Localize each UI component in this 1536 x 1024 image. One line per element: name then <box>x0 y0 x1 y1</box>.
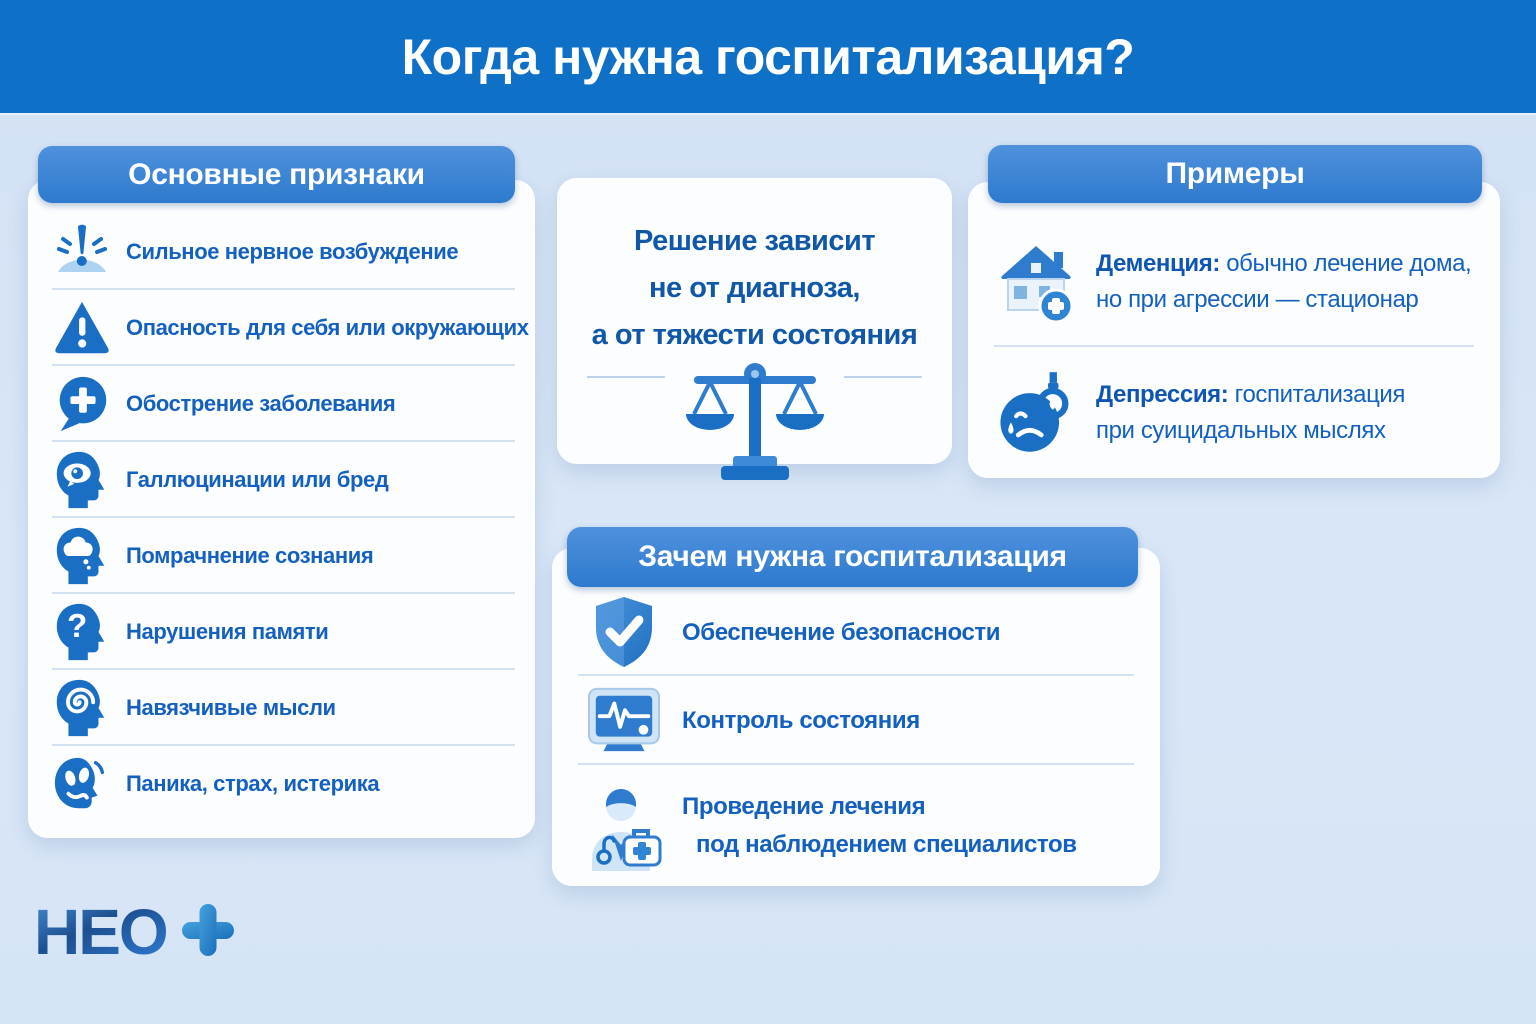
depression-icon <box>990 368 1082 458</box>
divider-line <box>587 376 665 378</box>
example-line: обычно лечение дома, <box>1226 249 1472 277</box>
example-text <box>1096 377 1405 449</box>
sign-label: Навязчивые мысли <box>126 695 336 720</box>
purpose-line: под наблюдением специалистов <box>696 830 1077 858</box>
example-line: при суицидальных мыслях <box>1096 416 1386 444</box>
sign-label: Паника, страх, истерика <box>126 771 380 796</box>
excitement-icon <box>50 220 114 284</box>
doctor-icon <box>582 784 666 868</box>
examples-panel-card <box>968 182 1500 478</box>
sign-row <box>28 366 535 442</box>
sign-label: Нарушения памяти <box>126 619 329 644</box>
sign-row <box>28 746 535 822</box>
page-header <box>0 0 1536 113</box>
sign-row <box>28 214 535 290</box>
signs-panel-card <box>28 180 535 838</box>
plus-icon <box>182 904 234 956</box>
shield-check-icon <box>582 591 666 675</box>
sign-label: Опасность для себя или окружающих <box>126 315 529 340</box>
signs-panel-title: Основные признаки <box>128 157 425 191</box>
panic-icon <box>50 752 114 816</box>
example-term: Депрессия: <box>1096 380 1229 408</box>
scales-icon <box>670 356 840 482</box>
divider-line <box>844 376 922 378</box>
purpose-line: Проведение лечения <box>682 792 926 820</box>
purpose-panel-header <box>567 527 1138 587</box>
example-line: госпитализация <box>1234 380 1406 408</box>
logo <box>34 898 244 970</box>
sign-row <box>28 442 535 518</box>
decision-line: не от диагноза, <box>649 272 860 304</box>
exacerbation-icon <box>50 372 114 436</box>
hallucinations-icon <box>50 448 114 512</box>
purpose-label <box>682 788 1077 864</box>
memory-icon <box>50 600 114 664</box>
sign-row <box>28 290 535 366</box>
examples-panel-title: Примеры <box>1165 157 1305 190</box>
purpose-row <box>552 765 1160 886</box>
decision-line: а от тяжести состояния <box>591 319 918 351</box>
purpose-panel-card <box>552 548 1160 886</box>
example-term: Деменция: <box>1096 249 1220 277</box>
svg-text:?: ? <box>67 606 88 644</box>
neo-plus-logo-icon <box>34 898 244 970</box>
example-row <box>968 347 1500 478</box>
sign-label: Сильное нервное возбуждение <box>126 239 459 264</box>
sign-row <box>28 518 535 594</box>
logo-text: НЕО <box>34 898 167 968</box>
monitor-icon <box>582 679 666 763</box>
sign-label: Обострение заболевания <box>126 391 396 416</box>
purpose-panel-title: Зачем нужна госпитализация <box>638 540 1067 573</box>
example-row <box>968 216 1500 347</box>
signs-panel-header <box>38 146 515 203</box>
house-icon <box>990 237 1082 327</box>
sign-label: Галлюцинации или бред <box>126 467 389 492</box>
examples-panel-header <box>988 145 1482 203</box>
decision-text <box>557 178 952 359</box>
example-line: но при агрессии — стационар <box>1096 285 1419 313</box>
sign-row <box>28 594 535 670</box>
sign-label: Помрачнение сознания <box>126 543 374 568</box>
danger-icon <box>50 296 114 360</box>
obsessive-icon <box>50 676 114 740</box>
purpose-row <box>552 676 1160 765</box>
decision-card <box>557 178 952 464</box>
purpose-label: Контроль состояния <box>682 706 920 734</box>
sign-row <box>28 670 535 746</box>
decision-line: Решение зависит <box>633 225 876 257</box>
confusion-icon <box>50 524 114 588</box>
purpose-label: Обеспечение безопасности <box>682 619 1001 646</box>
example-text <box>1096 246 1471 318</box>
page-title: Когда нужна госпитализация? <box>401 28 1135 85</box>
